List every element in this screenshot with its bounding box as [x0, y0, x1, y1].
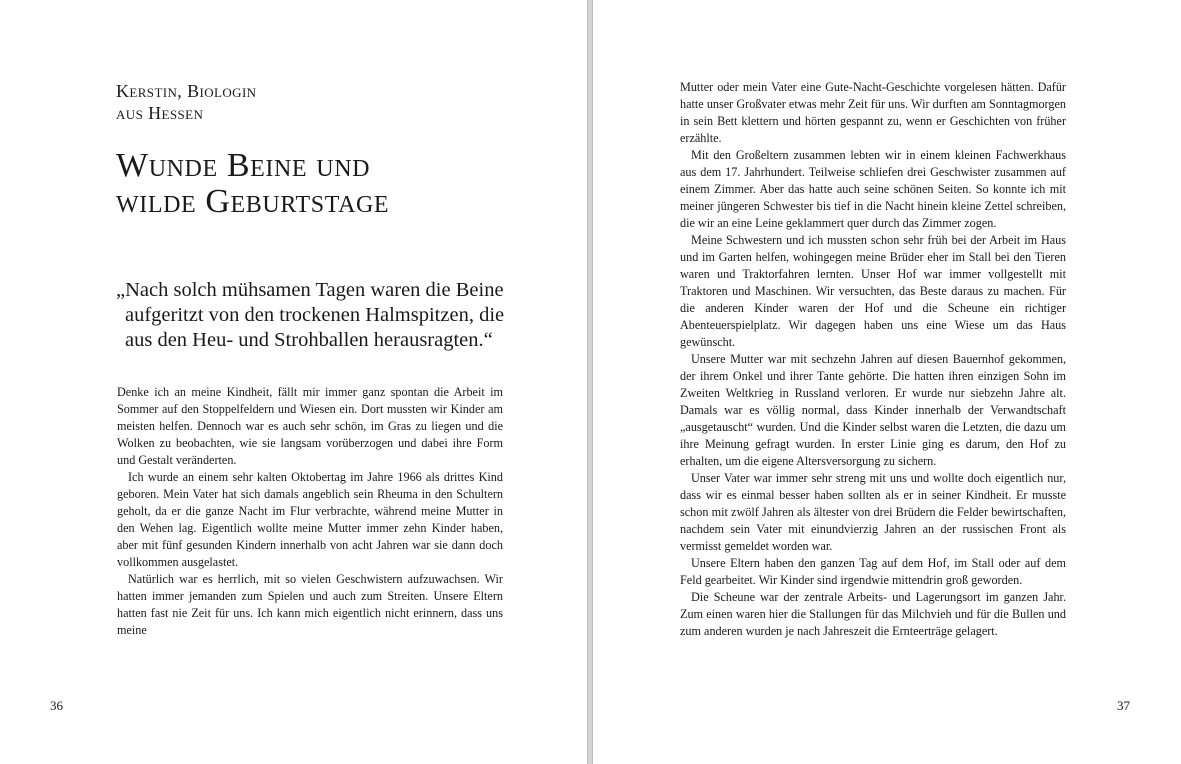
author-line: Kerstin, Biologin — [116, 81, 257, 101]
paragraph: Unsere Mutter war mit sechzehn Jahren auf diesen Bauernhof gekommen, der ihrem Onkel und ihrer Tante gehörte. Die hatten ihren einzigen Sohn im Zweiten Weltkrieg in Russland verloren. Er wurde nur siebzehn Jahre alt. Damals war es völlig normal, dass Kinder innerhalb der Verwandtschaft „ausgetauscht“ wurden. Und die Kinder selbst waren die Letzten, die dazu um ihre Meinung gefragt wurden. In erster Linie ging es darum, den Hof zu erhalten, um die eigene Altersversorgung zu sichern. — [680, 352, 1066, 468]
paragraph: Denke ich an meine Kindheit, fällt mir immer ganz spontan die Arbeit im Sommer auf den Stoppelfeldern und Wiesen ein. Dort mussten wir Kinder am meisten helfen. Dennoch war es auch sehr schön, im Gras zu liegen und die Wolken zu beobachten, wie sie langsam vorüberzogen und dabei ihre Form und Gestalt veränderten. — [117, 385, 503, 467]
paragraph: Meine Schwestern und ich mussten schon sehr früh bei der Arbeit im Haus und im Garten helfen, wohingegen meine Brüder eher im Stall bei den Tieren waren und Traktorfahren lernten. Unser Hof war immer vollgestellt mit Traktoren und Maschinen. Wir versuchten, das Beste daraus zu machen. Für die anderen Kinder waren der Hof und die Scheune ein richtiger Abenteuerspielplatz. Wir dagegen haben uns eine Wiese um das Haus gewünscht. — [680, 233, 1066, 349]
left-page — [0, 0, 588, 764]
page-number-right: 37 — [1117, 698, 1130, 713]
paragraph: Unsere Eltern haben den ganzen Tag auf dem Hof, im Stall oder auf dem Feld gearbeitet. Wir Kinder sind irgendwie mittendrin groß geworden. — [680, 556, 1066, 587]
author-line: aus Hessen — [116, 103, 204, 123]
quote-line: aufgeritzt von den trockenen Halmspitzen, die — [125, 304, 505, 326]
title-line: Wunde Beine und — [116, 147, 371, 184]
pull-quote — [116, 278, 516, 353]
left-body-text — [117, 384, 503, 639]
chapter-title — [116, 148, 389, 220]
quote-line: „Nach solch mühsamen Tagen waren die Beine — [116, 279, 504, 301]
paragraph: Mutter oder mein Vater eine Gute-Nacht-Geschichte vorgelesen hätten. Dafür hatte unser Großvater etwas mehr Zeit für uns. Wir durften am Sonntagmorgen in sein Bett klettern und hörten gespannt zu, wenn er Geschichten von früher erzählte. — [680, 80, 1066, 145]
paragraph: Ich wurde an einem sehr kalten Oktobertag im Jahre 1966 als drittes Kind geboren. Mein Vater hat sich damals angeblich sein Rheuma in den Schultern geholt, da er die ganze Nacht im Flur verbrachte, während meine Mutter in den Wehen lag. Eigentlich wollte meine Mutter immer zehn Kinder haben, aber mit fünf gesunden Kindern innerhalb von acht Jahren war sie dann doch vollkommen ausgelastet. — [117, 470, 503, 569]
title-line: wilde Geburtstage — [116, 183, 390, 220]
chapter-author — [116, 80, 256, 124]
paragraph: Unser Vater war immer sehr streng mit uns und wollte doch eigentlich nur, dass wir es einmal besser haben sollten als er in seiner Kindheit. Er musste schon mit zwölf Jahren als ältester von drei Brüdern die Felder bewirtschaften, nachdem sein Vater mit einundvierzig Jahren an der russischen Front als vermisst gemeldet worden war. — [680, 471, 1066, 553]
paragraph: Natürlich war es herrlich, mit so vielen Geschwistern aufzuwachsen. Wir hatten immer jemanden zum Spielen und auch zum Streiten. Unsere Eltern hatten fast nie Zeit für uns. Ich kann mich eigentlich nicht erinnern, dass uns meine — [117, 572, 503, 637]
quote-line: aus den Heu- und Strohballen herausragten.“ — [125, 329, 493, 351]
page-number-left: 36 — [50, 698, 63, 713]
paragraph: Mit den Großeltern zusammen lebten wir in einem kleinen Fachwerkhaus aus dem 17. Jahrhundert. Teilweise schliefen drei Geschwister zusammen auf einem Zimmer. Aber das hatte auch seine schönen Seiten. So konnte ich mit meiner jüngeren Schwester bis tief in die Nacht hinein kleine Zettel schreiben, die wir an eine Leine geklammert quer durch das Zimmer zogen. — [680, 148, 1066, 230]
right-body-text — [680, 79, 1066, 640]
paragraph: Die Scheune war der zentrale Arbeits- und Lagerungsort im ganzen Jahr. Zum einen waren hier die Stallungen für das Milchvieh und für die Bullen und zum anderen wurden je nach Jahreszeit die Ernteerträge gelagert. — [680, 590, 1066, 638]
